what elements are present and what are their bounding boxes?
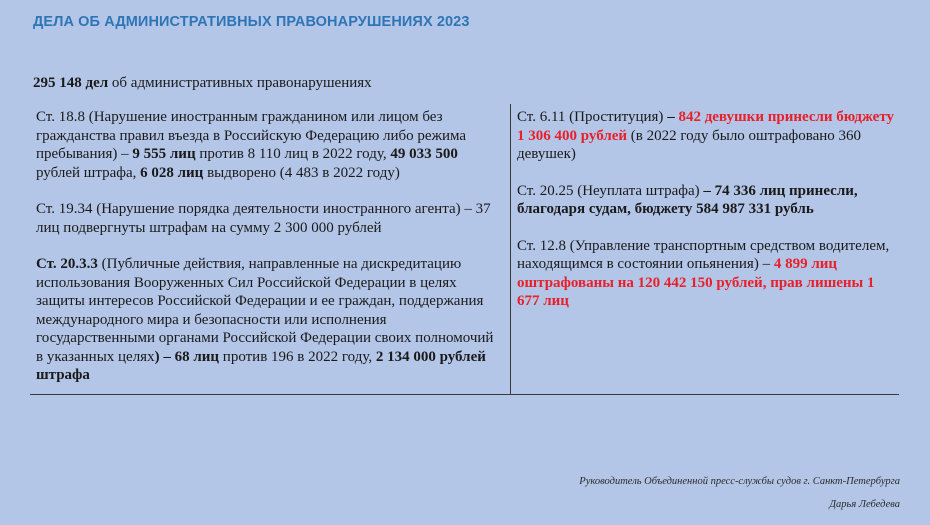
article-20-3-3-persons: ) – 68 лиц	[154, 348, 220, 365]
article-6-11-highlight: 842 девушки принесли бюджету 1 306 400 рублей	[517, 109, 894, 144]
article-20-3-3-fine: 2 134 000 рублей штрафа	[36, 348, 486, 383]
footer-position: Руководитель Объединенной пресс-службы судов г. Санкт-Петербурга	[579, 476, 900, 487]
article-20-25-result: – 74 336 лиц принесли, благодаря судам, бюджету 584 987 331 рубль	[517, 182, 858, 217]
summary-text: об административных правонарушениях	[108, 75, 372, 91]
article-6-11-dash: –	[667, 109, 679, 125]
article-18-8-deported-text: выдворено (4 483 в 2022 году)	[203, 164, 400, 181]
right-column	[517, 108, 897, 311]
summary-count: 295 148 дел	[33, 75, 109, 91]
article-20-25	[517, 182, 897, 219]
page-title: ДЕЛА ОБ АДМИНИСТРАТИВНЫХ ПРАВОНАРУШЕНИЯХ 2023	[33, 14, 470, 30]
article-12-8-text: Ст. 12.8 (Управление транспортным средством водителем, находящимся в состоянии опьянения) –	[517, 237, 890, 272]
article-18-8-fine: 49 033 500	[390, 146, 458, 162]
article-18-8-compare: против 8 110 лиц в 2022 году,	[195, 146, 391, 162]
info-table	[30, 104, 899, 395]
article-18-8	[36, 108, 501, 182]
summary-line	[33, 75, 372, 92]
article-18-8-deported: 6 028 лиц	[140, 164, 204, 181]
article-12-8-highlight: 4 899 лиц оштрафованы на 120 442 150 рублей, прав лишены 1 677 лиц	[517, 256, 875, 309]
article-6-11-text: Ст. 6.11 (Проституция)	[517, 109, 668, 125]
article-18-8-persons: 9 555 лиц	[132, 146, 196, 162]
article-6-11-compare: (в 2022 году было оштрафовано 360 девушек)	[517, 127, 862, 162]
column-divider	[510, 104, 511, 394]
footer-name: Дарья Лебедева	[829, 499, 900, 510]
article-12-8	[517, 237, 897, 311]
left-column	[36, 108, 501, 385]
article-19-34: Ст. 19.34 (Нарушение порядка деятельности иностранного агента) – 37 лиц подвергнуты штрафам на сумму 2 300 000 рублей	[36, 201, 491, 236]
article-20-3-3-number: Ст. 20.3.3	[36, 256, 98, 272]
article-20-3-3-compare: против 196 в 2022 году,	[219, 348, 376, 365]
article-6-11	[517, 108, 897, 164]
article-18-8-text: Ст. 18.8 (Нарушение иностранным гражданином или лицом без гражданства правил въезда в Российскую Федерацию либо режима пребывания) –	[36, 109, 467, 162]
article-18-8-fine-text: рублей штрафа,	[36, 164, 141, 181]
article-20-25-text: Ст. 20.25 (Неуплата штрафа)	[517, 182, 704, 199]
article-20-3-3-text: (Публичные действия, направленные на дискредитацию использования Вооруженных Сил Российской Федерации в целях защиты интересов Российской Федерации и ее граждан, поддержания международного мира и безопасности или исполнения государственными органами Российской Федерации своих полномочий в указанных целях	[36, 256, 494, 365]
article-20-3-3	[36, 255, 501, 385]
